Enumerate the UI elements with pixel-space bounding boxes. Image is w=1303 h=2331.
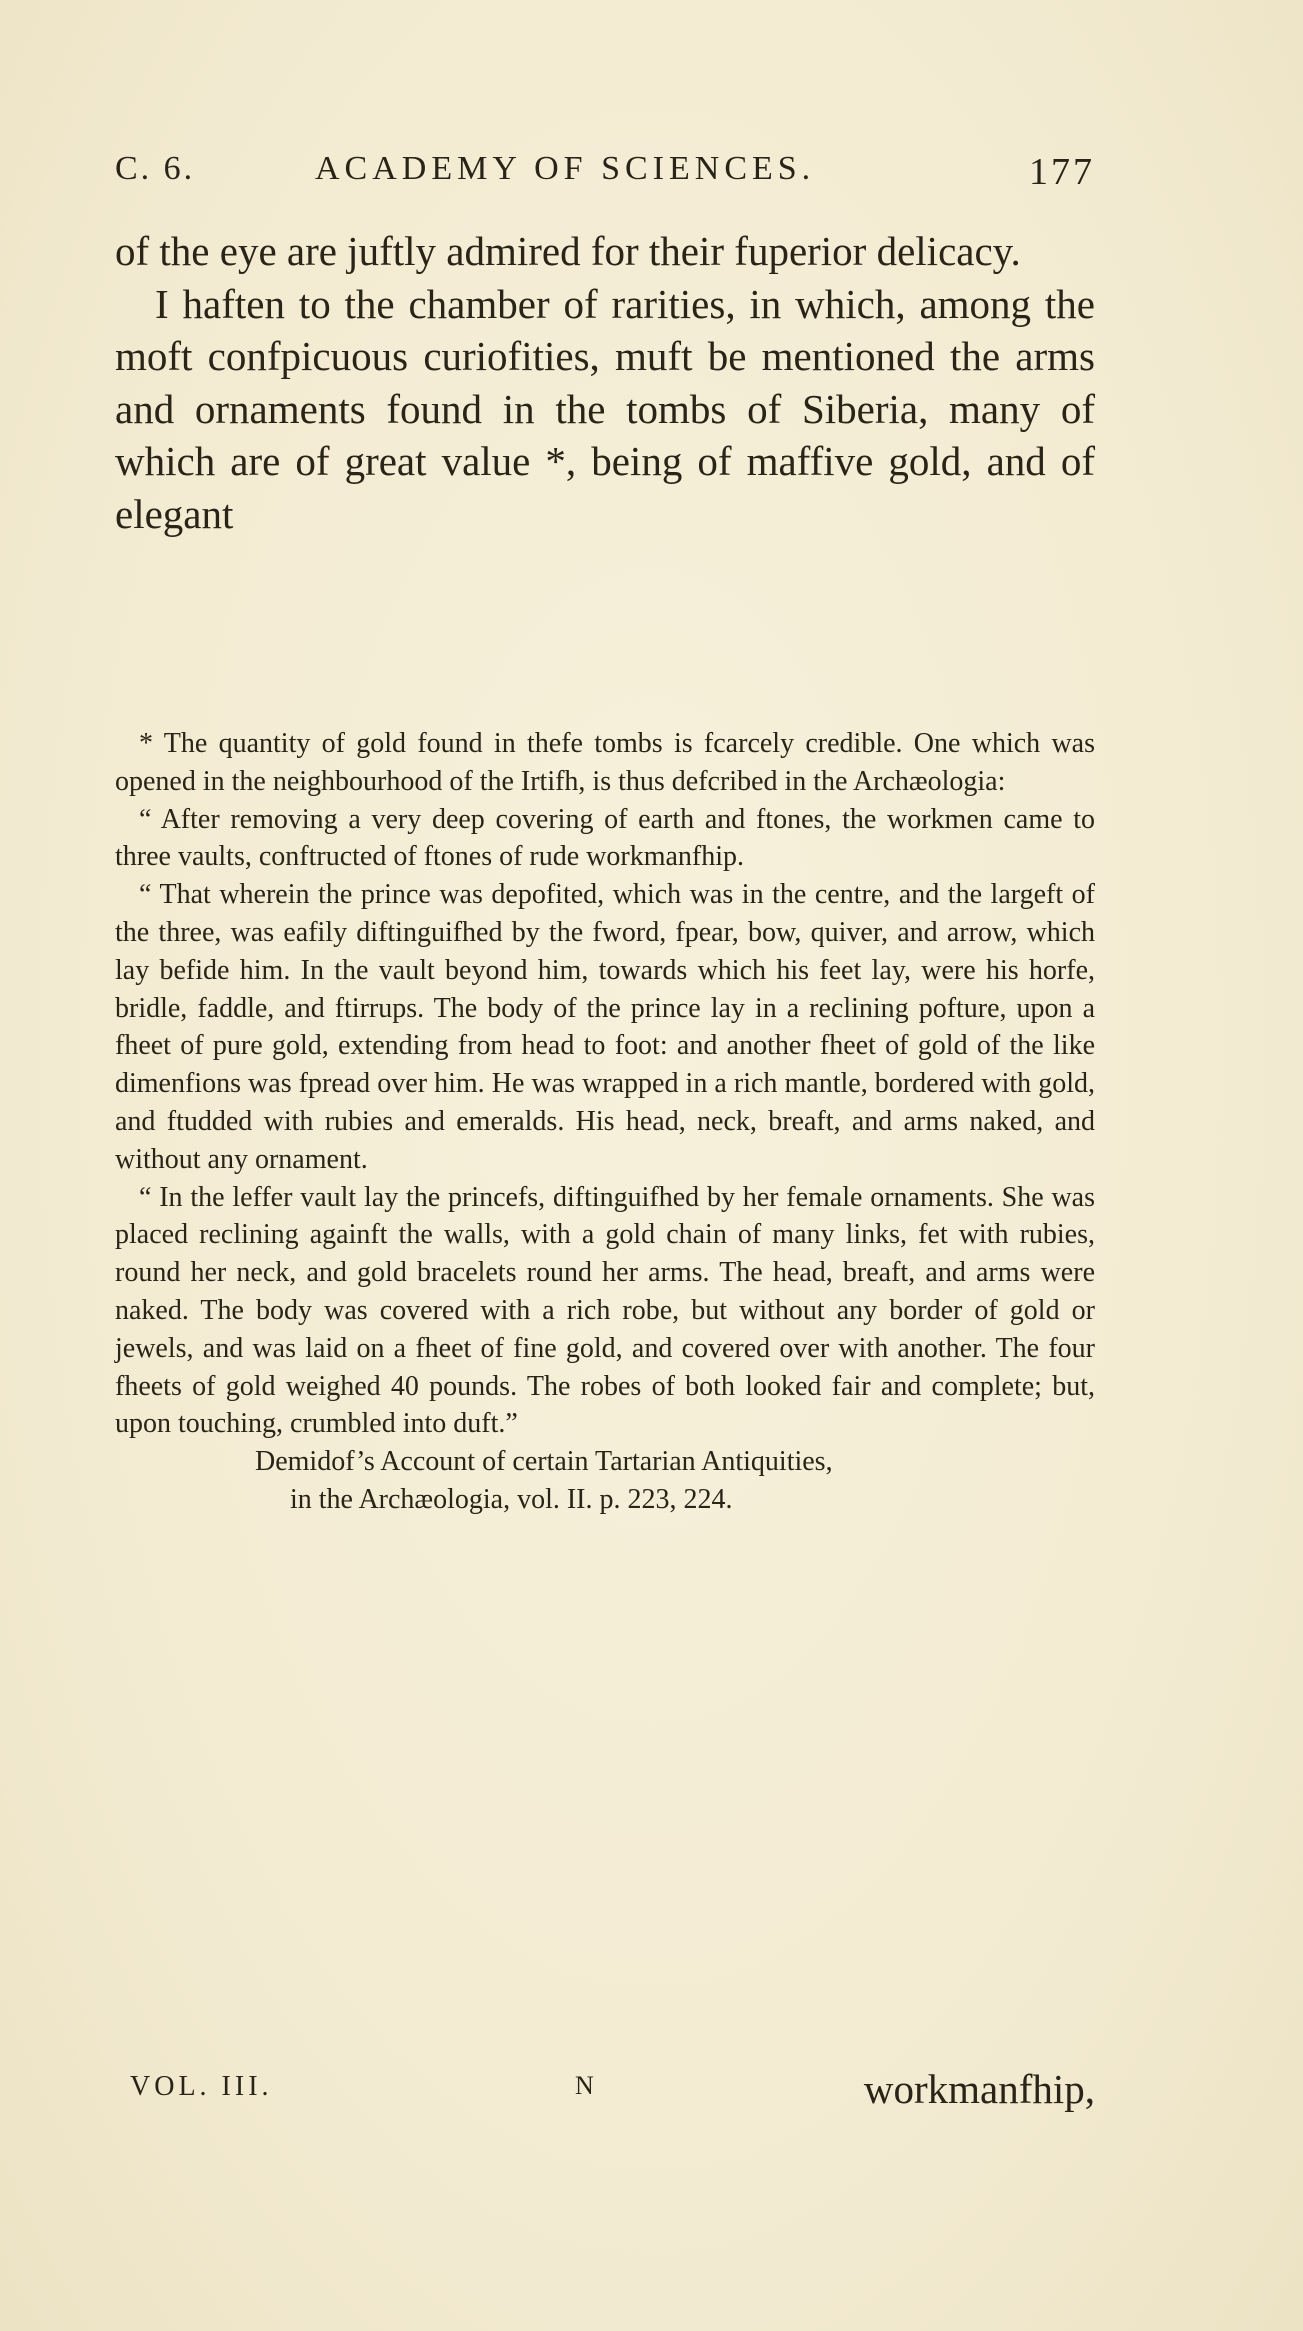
page-footer xyxy=(130,2065,1095,2115)
body-paragraph: of the eye are juftly admired for their fuperior delicacy. xyxy=(115,228,1021,274)
citation-line: Demidof’s Account of certain Tartarian Antiquities, xyxy=(255,1446,833,1478)
signature-mark: N xyxy=(575,2071,594,2100)
footnote-paragraph: “ After removing a very deep covering of earth and ftones, the workmen came to three vaults, conftructed of ftones of rude workmanfhip. xyxy=(115,803,1095,873)
volume-mark: VOL. III. xyxy=(130,2071,273,2102)
main-text xyxy=(115,225,1095,540)
footnote-block xyxy=(115,725,1095,1519)
footnote-paragraph: “ In the leffer vault lay the princefs, diftinguifhed by her female ornaments. She was placed reclining againft the walls, with a gold chain of many links, fet with rubies, round her neck, and gold bracelets round her arms. The head, breaft, and arms were naked. The body was covered with a rich robe, but without any border of gold or jewels, and was laid on a fheet of fine gold, and covered over with another. The four fheets of gold weighed 40 pounds. The robes of both looked fair and complete; but, upon touching, crumbled into duft.” xyxy=(115,1181,1095,1440)
catchword: workmanfhip, xyxy=(863,2066,1095,2112)
footnote-paragraph: “ That wherein the prince was depofited, which was in the centre, and the largeft of the three, was eafily diftinguifhed by the fword, fpear, bow, quiver, and arrow, which lay befide him. In the vault beyond him, towards which his feet lay, were his horfe, bridle, faddle, and ftirrups. The body of the prince lay in a reclining pofture, upon a fheet of pure gold, extending from head to foot: and another fheet of gold of the like dimenfions was fpread over him. He was wrapped in a rich mantle, bordered with gold, and ftudded with rubies and emeralds. His head, neck, breaft, and arms naked, and without any ornament. xyxy=(115,879,1095,1175)
running-head xyxy=(115,150,1095,200)
chapter-signature: C. 6. xyxy=(115,150,196,187)
running-title: ACADEMY OF SCIENCES. xyxy=(315,150,816,187)
footnote-paragraph: * The quantity of gold found in thefe tombs is fcarcely credible. One which was opened in the neighbourhood of the Irtifh, is thus defcribed in the Archæologia: xyxy=(115,728,1095,797)
citation-line: in the Archæologia, vol. II. p. 223, 224. xyxy=(290,1483,733,1515)
body-paragraph: I haften to the chamber of rarities, in which, among the moft confpicuous curiofities, muft be mentioned the arms and ornaments found in the tombs of Siberia, many of which are of great value *, being of maffive gold, and of elegant xyxy=(115,280,1095,537)
page-number: 177 xyxy=(1029,151,1095,193)
footnote-citation xyxy=(115,1443,1095,1519)
